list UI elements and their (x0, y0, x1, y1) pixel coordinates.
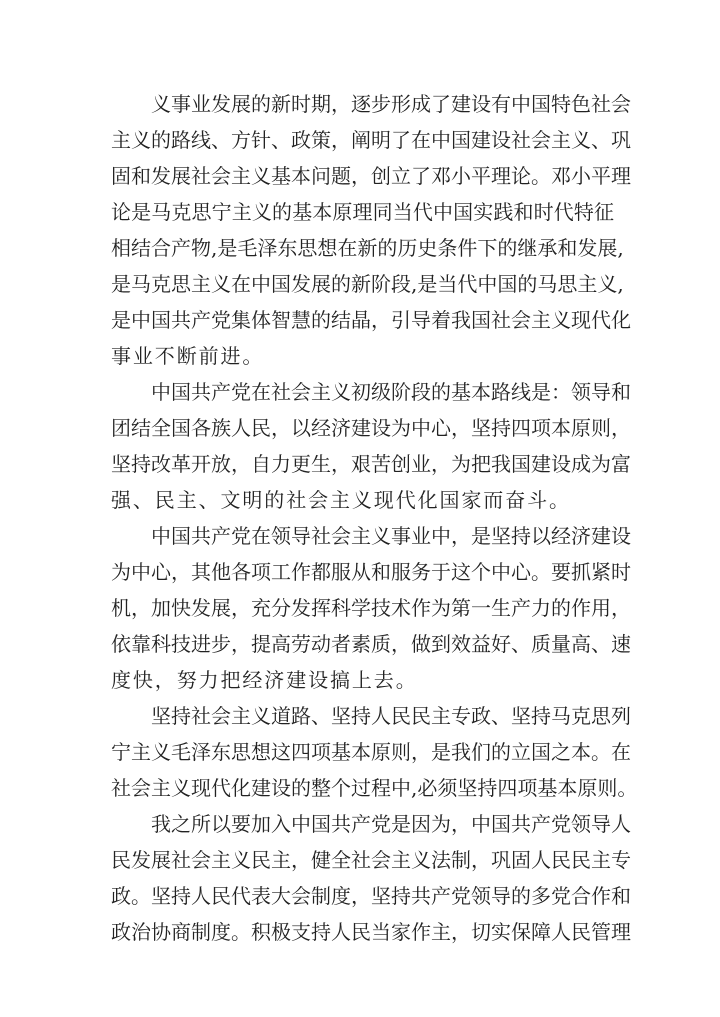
text-line: 中国共产党在社会主义初级阶段的基本路线是：领导和 (151, 380, 631, 404)
text-line: 坚持社会主义道路、坚持人民民主专政、坚持马克思列 (151, 704, 631, 728)
document-body (111, 86, 638, 950)
text-line: 我之所以要加入中国共产党是因为，中国共产党领导人 (151, 812, 631, 836)
paragraph (111, 698, 638, 806)
text-line: 事业不断前进。 (111, 344, 265, 368)
text-line: 社会主义现代化建设的整个过程中,必须坚持四项基本原则。 (111, 776, 638, 800)
text-line: 相结合产物,是毛泽东思想在新的历史条件下的继承和发展, (111, 236, 624, 260)
text-line: 机，加快发展，充分发挥科学技术作为第一生产力的作用， (111, 596, 631, 620)
text-line: 义事业发展的新时期，逐步形成了建设有中国特色社会 (151, 92, 631, 116)
text-line: 度快，努力把经济建设搞上去。 (111, 668, 418, 692)
text-line: 主义的路线、方针、政策，阐明了在中国建设社会主义、巩 (111, 128, 631, 152)
text-line: 是马克思主义在中国发展的新阶段,是当代中国的马思主义, (111, 272, 624, 296)
paragraph (111, 86, 631, 374)
text-line: 固和发展社会主义基本问题，创立了邓小平理论。邓小平理 (111, 164, 631, 188)
text-line: 依靠科技进步，提高劳动者素质，做到效益好、质量高、速 (111, 632, 631, 656)
text-line: 政治协商制度。积极支持人民当家作主，切实保障人民管理 (111, 920, 631, 944)
paragraph (111, 374, 631, 518)
text-line: 中国共产党在领导社会主义事业中，是坚持以经济建设 (151, 524, 631, 548)
text-line: 坚持改革开放，自力更生，艰苦创业，为把我国建设成为富 (111, 452, 631, 476)
text-line: 民发展社会主义民主，健全社会主义法制，巩固人民民主专 (111, 848, 631, 872)
paragraph (111, 806, 631, 950)
text-line: 是中国共产党集体智慧的结晶，引导着我国社会主义现代化 (111, 308, 631, 332)
text-line: 宁主义毛泽东思想这四项基本原则，是我们的立国之本。在 (111, 740, 631, 764)
text-line: 政。坚持人民代表大会制度，坚持共产党领导的多党合作和 (111, 884, 631, 908)
text-line: 团结全国各族人民，以经济建设为中心，坚持四项本原则， (111, 416, 631, 440)
paragraph (111, 518, 631, 698)
text-line: 强、民主、文明的社会主义现代化国家而奋斗。 (111, 488, 571, 512)
text-line: 论是马克思宁主义的基本原理同当代中国实践和时代特征 (111, 200, 614, 224)
text-line: 为中心，其他各项工作都服从和服务于这个中心。要抓紧时 (111, 560, 631, 584)
